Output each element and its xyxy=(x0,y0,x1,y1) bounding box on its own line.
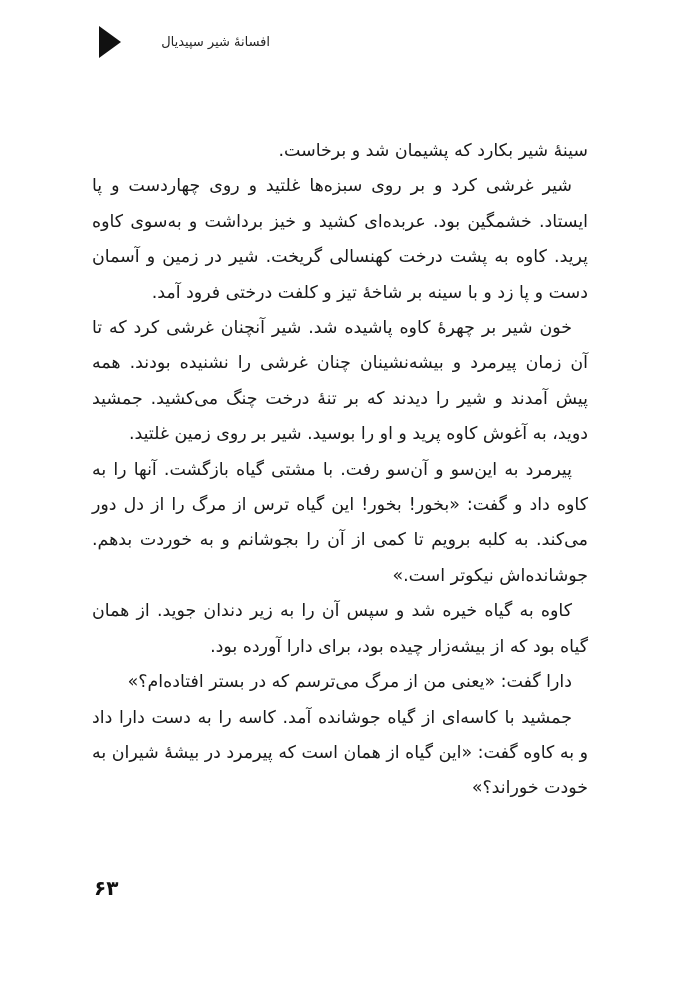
paragraph: پیرمرد به این‌سو و آن‌سو رفت. با مشتی گیاه بازگشت. آنها را به کاوه داد و گفت: «بخور! بخور! این گیاه ترس از مرگ را از دل دور می‌کند. به کلبه برویم تا کمی از آن را بجوشانم و به خوردت بدهم. جوشانده‌اش نیکوتر است.» xyxy=(92,459,588,586)
header-title: افسانهٔ شیر سپیدیال xyxy=(161,34,270,50)
paragraph: سینهٔ شیر بکارد که پشیمان شد و برخاست. xyxy=(278,141,588,161)
paragraph: جمشید با کاسه‌ای از گیاه جوشانده آمد. کاسه را به دست دارا داد و به کاوه گفت: «این گیاه از همان است که پیرمرد در بیشهٔ شیران به خودت خوراند؟» xyxy=(92,707,588,799)
paragraph: کاوه به گیاه خیره شد و سپس آن را به زیر دندان جوید. از همان گیاه بود که از بیشه‌زار چیده بود، برای دارا آورده بود. xyxy=(92,601,588,657)
paragraph: خون شیر بر چهرهٔ کاوه پاشیده شد. شیر آنچنان غرشی کرد که تا آن زمان پیرمرد و بیشه‌نشینان چنان غرشی را نشنیده بودند. همه پیش آمدند و شیر را دیدند که بر تنهٔ درخت چنگ می‌کشید. جمشید دوید، به آغوش کاوه پرید و او را بوسید. شیر بر روی زمین غلتید. xyxy=(92,318,588,445)
paragraph: دارا گفت: «یعنی من از مرگ می‌ترسم که در بستر افتاده‌ام؟» xyxy=(127,672,572,693)
body-text xyxy=(92,134,588,807)
paragraph: شیر غرشی کرد و بر روی سبزه‌ها غلتید و روی چهاردست و پا ایستاد. خشمگین بود. عربده‌ای کشید و خیز برداشت و به‌سوی کاوه پرید. کاوه به پشت درخت کهنسالی گریخت. شیر در زمین و آسمان دست و پا زد و با سینه بر شاخهٔ تیز و کلفت درختی فرود آمد. xyxy=(92,176,588,303)
page-number: ۶۳ xyxy=(94,876,119,900)
running-header xyxy=(100,22,270,62)
